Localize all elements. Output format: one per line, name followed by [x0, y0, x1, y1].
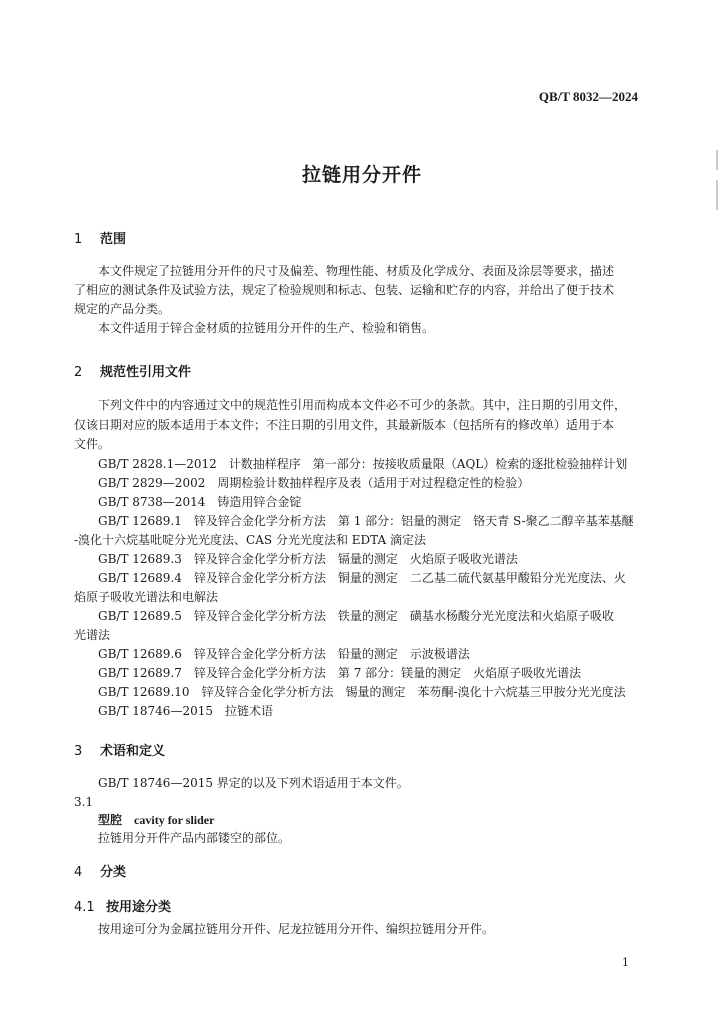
section-number: 4	[74, 865, 83, 880]
section-title: 分类	[100, 865, 127, 880]
term-english: cavity for slider	[134, 813, 215, 827]
reference-item: GB/T 8738—2014 铸造用锌合金锭	[98, 495, 302, 509]
classification-text: 按用途可分为金属拉链用分开件、尼龙拉链用分开件、编织拉链用分开件。	[98, 922, 495, 936]
section-title: 规范性引用文件	[100, 365, 192, 380]
section-title: 术语和定义	[100, 744, 166, 759]
section-heading-normative-references	[74, 361, 191, 380]
term-definition: 拉链用分开件产品内部镂空的部位。	[98, 831, 291, 845]
reference-item: GB/T 12689.1 锌及锌合金化学分析方法 第 1 部分：铝量的测定 铬天青 S-聚乙二醇辛基苯基醚	[98, 514, 634, 528]
subsection-number: 4.1	[74, 900, 95, 915]
section-heading-classification	[74, 861, 126, 880]
scope-paragraph-line: 了相应的测试条件及试验方法，规定了检验规则和标志、包装、运输和贮存的内容，并给出了便于技术	[74, 283, 615, 297]
references-intro-line: 文件。	[74, 437, 111, 451]
page-number: 1	[622, 956, 629, 969]
section-number: 3	[74, 744, 83, 759]
section-number: 1	[74, 232, 83, 247]
scope-paragraph-line: 本文件规定了拉链用分开件的尺寸及偏差、物理性能、材质及化学成分、表面及涂层等要求，描述	[98, 264, 615, 278]
document-title: 拉链用分开件	[301, 164, 422, 186]
subsection-title: 按用途分类	[106, 900, 172, 915]
standard-number: QB/T 8032—2024	[538, 89, 638, 104]
reference-item: GB/T 12689.10 锌及锌合金化学分析方法 锡量的测定 苯芴酮-溴化十六烷基三甲胺分光光度法	[98, 685, 626, 699]
reference-item: GB/T 12689.6 锌及锌合金化学分析方法 铅量的测定 示波极谱法	[98, 647, 470, 661]
reference-item: GB/T 12689.3 锌及锌合金化学分析方法 镉量的测定 火焰原子吸收光谱法	[98, 552, 518, 566]
section-heading-terms	[74, 740, 165, 759]
references-intro-line: 下列文件中的内容通过文中的规范性引用而构成本文件必不可少的条款。其中，注日期的引用文件，	[98, 398, 627, 412]
reference-item: GB/T 12689.5 锌及锌合金化学分析方法 铁量的测定 磺基水杨酸分光光度法和火焰原子吸收	[98, 609, 614, 623]
reference-item-continuation: 光谱法	[74, 628, 111, 642]
reference-item: GB/T 12689.7 锌及锌合金化学分析方法 第 7 部分：镁量的测定 火焰原子吸收光谱法	[98, 666, 582, 680]
terms-intro: GB/T 18746—2015 界定的以及下列术语适用于本文件。	[98, 776, 409, 790]
scope-paragraph-line: 规定的产品分类。	[74, 302, 171, 316]
reference-item-continuation: -溴化十六烷基吡啶分光光度法、CAS 分光光度法和 EDTA 滴定法	[74, 533, 426, 547]
scan-edge-mark	[716, 150, 718, 170]
scope-applicability: 本文件适用于锌合金材质的拉链用分开件的生产、检验和销售。	[98, 321, 435, 335]
section-heading-scope	[74, 228, 126, 247]
scan-edge-mark	[716, 180, 718, 210]
reference-item-continuation: 焰原子吸收光谱法和电解法	[74, 590, 219, 604]
section-title: 范围	[100, 232, 127, 247]
subsection-heading-by-use	[74, 896, 171, 915]
reference-item: GB/T 2828.1—2012 计数抽样程序 第一部分：按接收质量限（AQL）检索的逐批检验抽样计划	[98, 457, 628, 471]
references-intro-line: 仅该日期对应的版本适用于本文件；不注日期的引用文件，其最新版本（包括所有的修改单）适用于本	[74, 418, 615, 432]
reference-item: GB/T 2829—2002 周期检验计数抽样程序及表（适用于对过程稳定性的检验）	[98, 476, 530, 490]
reference-item: GB/T 18746—2015 拉链术语	[98, 704, 273, 718]
section-number: 2	[74, 365, 83, 380]
reference-item: GB/T 12689.4 锌及锌合金化学分析方法 铜量的测定 二乙基二硫代氨基甲酸铅分光光度法、火	[98, 571, 626, 585]
term-chinese: 型腔	[98, 813, 123, 827]
term-number: 3.1	[74, 795, 94, 809]
